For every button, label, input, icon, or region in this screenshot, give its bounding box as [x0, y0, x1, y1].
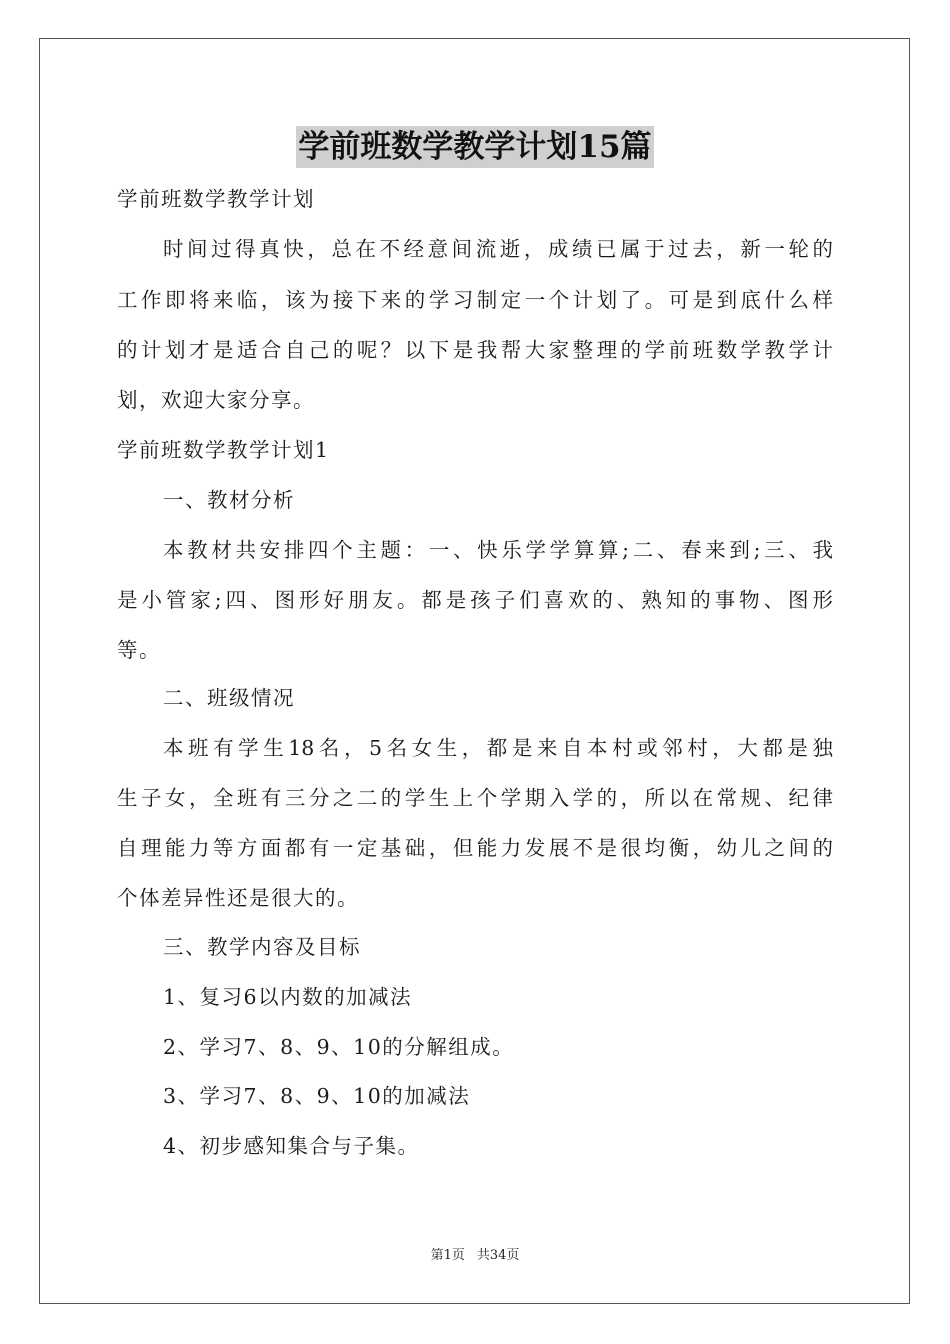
paragraph-line: 的计划才是适合自己的呢？以下是我帮大家整理的学前班数学教学计: [117, 338, 833, 362]
paragraph-line: 生子女，全班有三分之二的学生上个学期入学的，所以在常规、纪律: [117, 786, 833, 810]
list-item: 1、复习6以内数的加减法: [163, 985, 413, 1009]
page-number: 第1页: [430, 1248, 465, 1263]
document-title: 学前班数学教学计划15篇: [296, 126, 653, 168]
list-item: 3、学习7、8、9、10的加减法: [163, 1084, 471, 1108]
section-heading: 学前班数学教学计划1: [117, 438, 330, 462]
paragraph-line: 本班有学生18名，5名女生，都是来自本村或邻村，大都是独: [163, 736, 833, 760]
page-footer: [0, 1247, 950, 1265]
subtitle-line: 学前班数学教学计划: [117, 187, 315, 211]
list-item: 4、初步感知集合与子集。: [163, 1134, 420, 1158]
paragraph-line: 个体差异性还是很大的。: [117, 886, 359, 910]
paragraph-line: 等。: [117, 638, 161, 662]
paragraph-line: 本教材共安排四个主题：一、快乐学学算算;二、春来到;三、我: [163, 538, 833, 562]
page-border: [39, 38, 910, 1304]
paragraph-line: 是小管家;四、图形好朋友。都是孩子们喜欢的、熟知的事物、图形: [117, 588, 833, 612]
title-container: [0, 126, 950, 168]
page-total: 共34页: [476, 1248, 520, 1263]
paragraph-line: 划，欢迎大家分享。: [117, 388, 315, 412]
list-item: 2、学习7、8、9、10的分解组成。: [163, 1035, 515, 1059]
paragraph-line: 自理能力等方面都有一定基础，但能力发展不是很均衡，幼儿之间的: [117, 836, 833, 860]
subsection-heading: 二、班级情况: [163, 686, 295, 710]
paragraph-line: 时间过得真快，总在不经意间流逝，成绩已属于过去，新一轮的: [163, 237, 833, 261]
subsection-heading: 三、教学内容及目标: [163, 935, 361, 959]
subsection-heading: 一、教材分析: [163, 488, 295, 512]
paragraph-line: 工作即将来临，该为接下来的学习制定一个计划了。可是到底什么样: [117, 288, 833, 312]
